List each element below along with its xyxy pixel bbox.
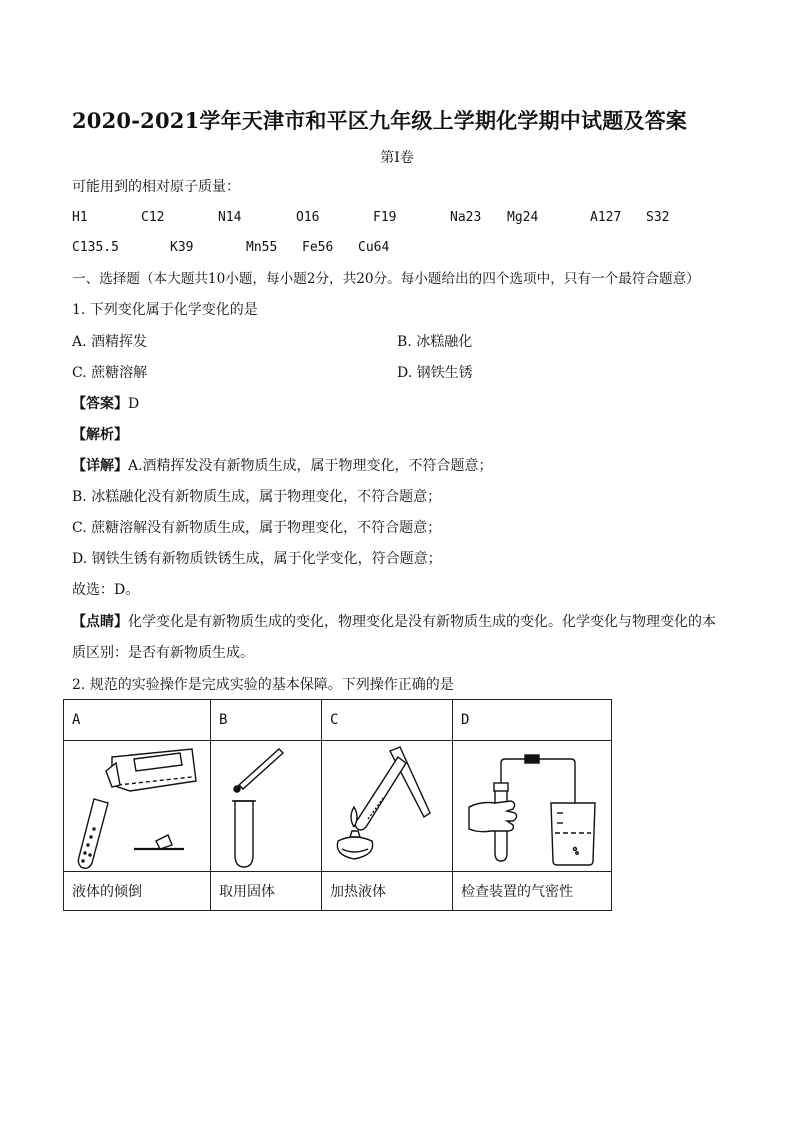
comment-line-1 [72, 613, 716, 631]
atomic-mass: S32 [646, 210, 670, 225]
figure-c [322, 741, 453, 872]
col-header-a: A [64, 700, 211, 741]
volume-label: 第Ⅰ卷 [380, 150, 414, 166]
answer-line [72, 395, 139, 413]
operations-table [63, 699, 612, 911]
atomic-mass: C135.5 [72, 240, 119, 255]
caption-c: 加热液体 [322, 872, 453, 911]
answer-tag: 【答案】 [72, 396, 128, 412]
atomic-mass: O16 [296, 210, 320, 225]
analysis-label: 【解析】 [72, 427, 128, 443]
airtightness-check-icon [461, 741, 603, 871]
atomic-mass: C12 [141, 210, 165, 225]
comment-text: 化学变化是有新物质生成的变化，物理变化是没有新物质生成的变化。化学变化与物理变化的本 [128, 614, 716, 630]
caption-d: 检查装置的气密性 [453, 872, 612, 911]
choice-line: 故选：D。 [72, 582, 140, 598]
option-c: C. 蔗糖溶解 [72, 365, 148, 381]
col-header-d: D [453, 700, 612, 741]
atomic-mass: Na23 [450, 210, 482, 225]
caption-a: 液体的倾倒 [64, 872, 211, 911]
question-stem: 1. 下列变化属于化学变化的是 [72, 302, 258, 318]
option-d: D. 钢铁生锈 [397, 365, 473, 381]
atomic-mass: Mg24 [507, 210, 539, 225]
detail-b: B. 冰糕融化没有新物质生成，属于物理变化，不符合题意； [72, 489, 442, 505]
caption-b: 取用固体 [211, 872, 322, 911]
option-a: A. 酒精挥发 [72, 334, 148, 350]
detail-c: C. 蔗糖溶解没有新物质生成，属于物理变化，不符合题意； [72, 520, 442, 536]
liquid-heating-icon [330, 741, 444, 871]
solid-taking-icon [219, 741, 313, 871]
option-b: B. 冰糕融化 [397, 334, 473, 350]
atomic-mass: A127 [590, 210, 622, 225]
atomic-mass: Mn55 [246, 240, 278, 255]
figure-b [211, 741, 322, 872]
section-heading: 一、选择题（本大题共10小题，每小题2分，共20分。每小题给出的四个选项中，只有一个最符合题意） [72, 271, 700, 287]
answer-value: D [128, 396, 140, 412]
atomic-mass: H1 [72, 210, 88, 225]
atomic-mass: Fe56 [302, 240, 334, 255]
comment-tag: 【点睛】 [72, 614, 128, 630]
liquid-pouring-icon [72, 741, 202, 871]
detail-tag: 【详解】 [72, 458, 128, 474]
detail-a [72, 457, 493, 475]
atomic-mass-intro: 可能用到的相对原子质量： [72, 179, 240, 195]
question-stem: 2. 规范的实验操作是完成实验的基本保障。下列操作正确的是 [72, 677, 454, 693]
analysis-tag [72, 426, 128, 444]
col-header-c: C [322, 700, 453, 741]
comment-line-2: 质区别：是否有新物质生成。 [72, 645, 254, 661]
detail-a-text: A.酒精挥发没有新物质生成，属于物理变化，不符合题意； [128, 458, 493, 474]
atomic-mass: N14 [218, 210, 242, 225]
col-header-b: B [211, 700, 322, 741]
figure-d [453, 741, 612, 872]
atomic-mass: K39 [170, 240, 194, 255]
atomic-mass: Cu64 [358, 240, 390, 255]
detail-d: D. 钢铁生锈有新物质铁锈生成，属于化学变化，符合题意； [72, 551, 442, 567]
atomic-mass: F19 [373, 210, 397, 225]
figure-a [64, 741, 211, 872]
page-title: 2020-2021学年天津市和平区九年级上学期化学期中试题及答案 [72, 108, 688, 133]
